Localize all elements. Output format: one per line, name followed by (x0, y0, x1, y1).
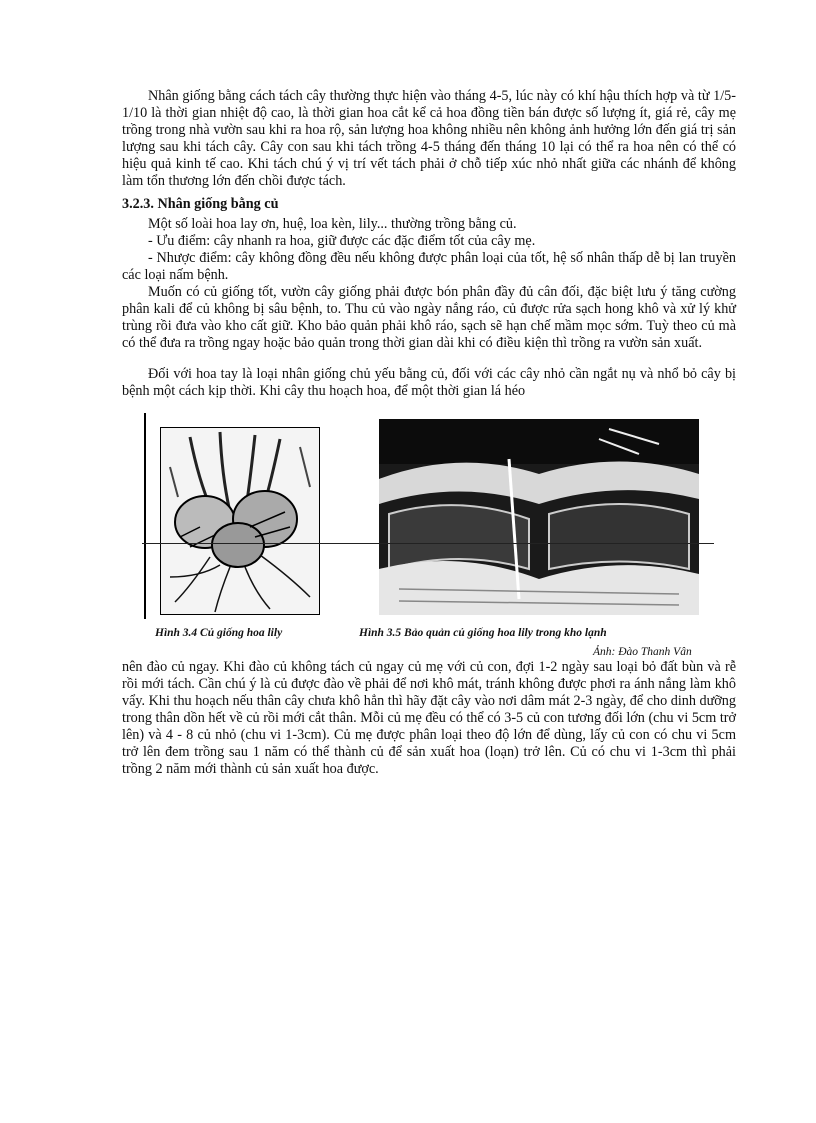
figure-caption-3-5: Hình 3.5 Bảo quản củ giống hoa lily trong kho lạnh (359, 626, 607, 639)
figure-caption-3-4: Hình 3.4 Củ giống hoa lily (155, 626, 283, 639)
paragraph-advantages: - Ưu điểm: cây nhanh ra hoa, giữ được các đặc điểm tốt của cây mẹ. (148, 232, 536, 249)
photo-credit: Ảnh: Đào Thanh Vân (593, 645, 692, 658)
figure-frame-line (144, 413, 146, 619)
paragraph-bulb-species: Một số loài hoa lay ơn, huệ, loa kèn, lily... thường trồng bằng củ. (148, 215, 517, 232)
paragraph-disadvantages: - Nhược điểm: cây không đồng đều nếu không được phân loại của tốt, hệ số nhân thấp dễ bị lan truyền các loại nấm bệnh. (122, 249, 736, 283)
document-page (122, 88, 736, 778)
paragraph-after-figure: nên đào củ ngay. Khi đào củ không tách củ ngay củ mẹ với củ con, đợi 1-2 ngày sau loại bỏ đất bùn và rễ rồi mới tách. Cần chú ý là củ được đào về phải để nơi khô mát, tránh không được phơi ra ánh nắng làm khô vẩy. Khi thu hoạch nếu thân cây chưa khô hẳn thì hãy đặt cây vào nơi dâm mát 2-3 ngày, để cho dinh dưỡng trong thân dồn hết về củ rồi mới cắt thân. Mỗi củ mẹ đều có thể có 3-5 củ con tương đối lớn (chu vi 5cm trở lên) và 4 - 8 củ nhỏ (chu vi 1-3cm). Củ mẹ được phân loại theo độ lớn để dùng, lấy củ con có chu vi 5cm trở lên đem trồng sau 1 năm có thể thành củ để sản xuất hoa (loạn) trở lên. Củ có chu vi 1-3cm thì phải trồng 2 năm mới thành củ sản xuất hoa được. (122, 658, 736, 778)
paragraph-good-bulbs: Muốn có củ giống tốt, vườn cây giống phải được bón phân đầy đủ cân đối, đặc biệt lưu ý tăng cường phân kali để củ không bị sâu bệnh, to. Thu củ vào ngày nắng ráo, củ được rửa sạch hong khô và xử lý khử trùng rồi đưa vào kho cất giữ. Kho bảo quản phải khô ráo, sạch sẽ hạn chế mầm mọc sớm. Tuỳ theo củ mà có thể đưa ra trồng ngay hoặc bảo quản trong thời gian dài khi có điều kiện thì trồng ra vườn sản xuất. (122, 283, 736, 352)
paragraph-plant-division: Nhân giống bằng cách tách cây thường thực hiện vào tháng 4-5, lúc này có khí hậu thích hợp và từ 1/5-1/10 là thời gian nhiệt độ cao, là thời gian hoa cắt kể cả hoa đồng tiền bán được số lượng ít, giá rẻ, cây mẹ trồng trong nhà vườn sau khi ra hoa rộ, sản lượng hoa không nhiều nên không ảnh hưởng lớn đến giá trị sản lượng sau khi tách cây. Cây con sau khi tách trồng 4-5 tháng đến tháng 10 lại có thể ra hoa nên có thể có hiệu quả kinh tế cao. Khi tách chú ý vị trí vết tách phải ở chỗ tiếp xúc nhỏ nhất giữa các nhánh để không làm tổn thương lớn đến chồi được tách. (122, 88, 736, 190)
paragraph-before-figure: Đối với hoa tay là loại nhân giống chủ yếu bằng củ, đối với các cây nhỏ cần ngắt nụ và nhổ bỏ cây bị bệnh một cách kịp thời. Khi cây thu hoạch hoa, để một thời gian lá héo (122, 366, 736, 400)
figure-lily-bulbs (122, 405, 736, 657)
cold-storage-photo (379, 419, 699, 615)
section-heading: 3.2.3. Nhân giống bằng củ (122, 195, 279, 212)
lily-bulb-photo (160, 427, 320, 615)
figure-horizontal-rule (142, 543, 714, 544)
